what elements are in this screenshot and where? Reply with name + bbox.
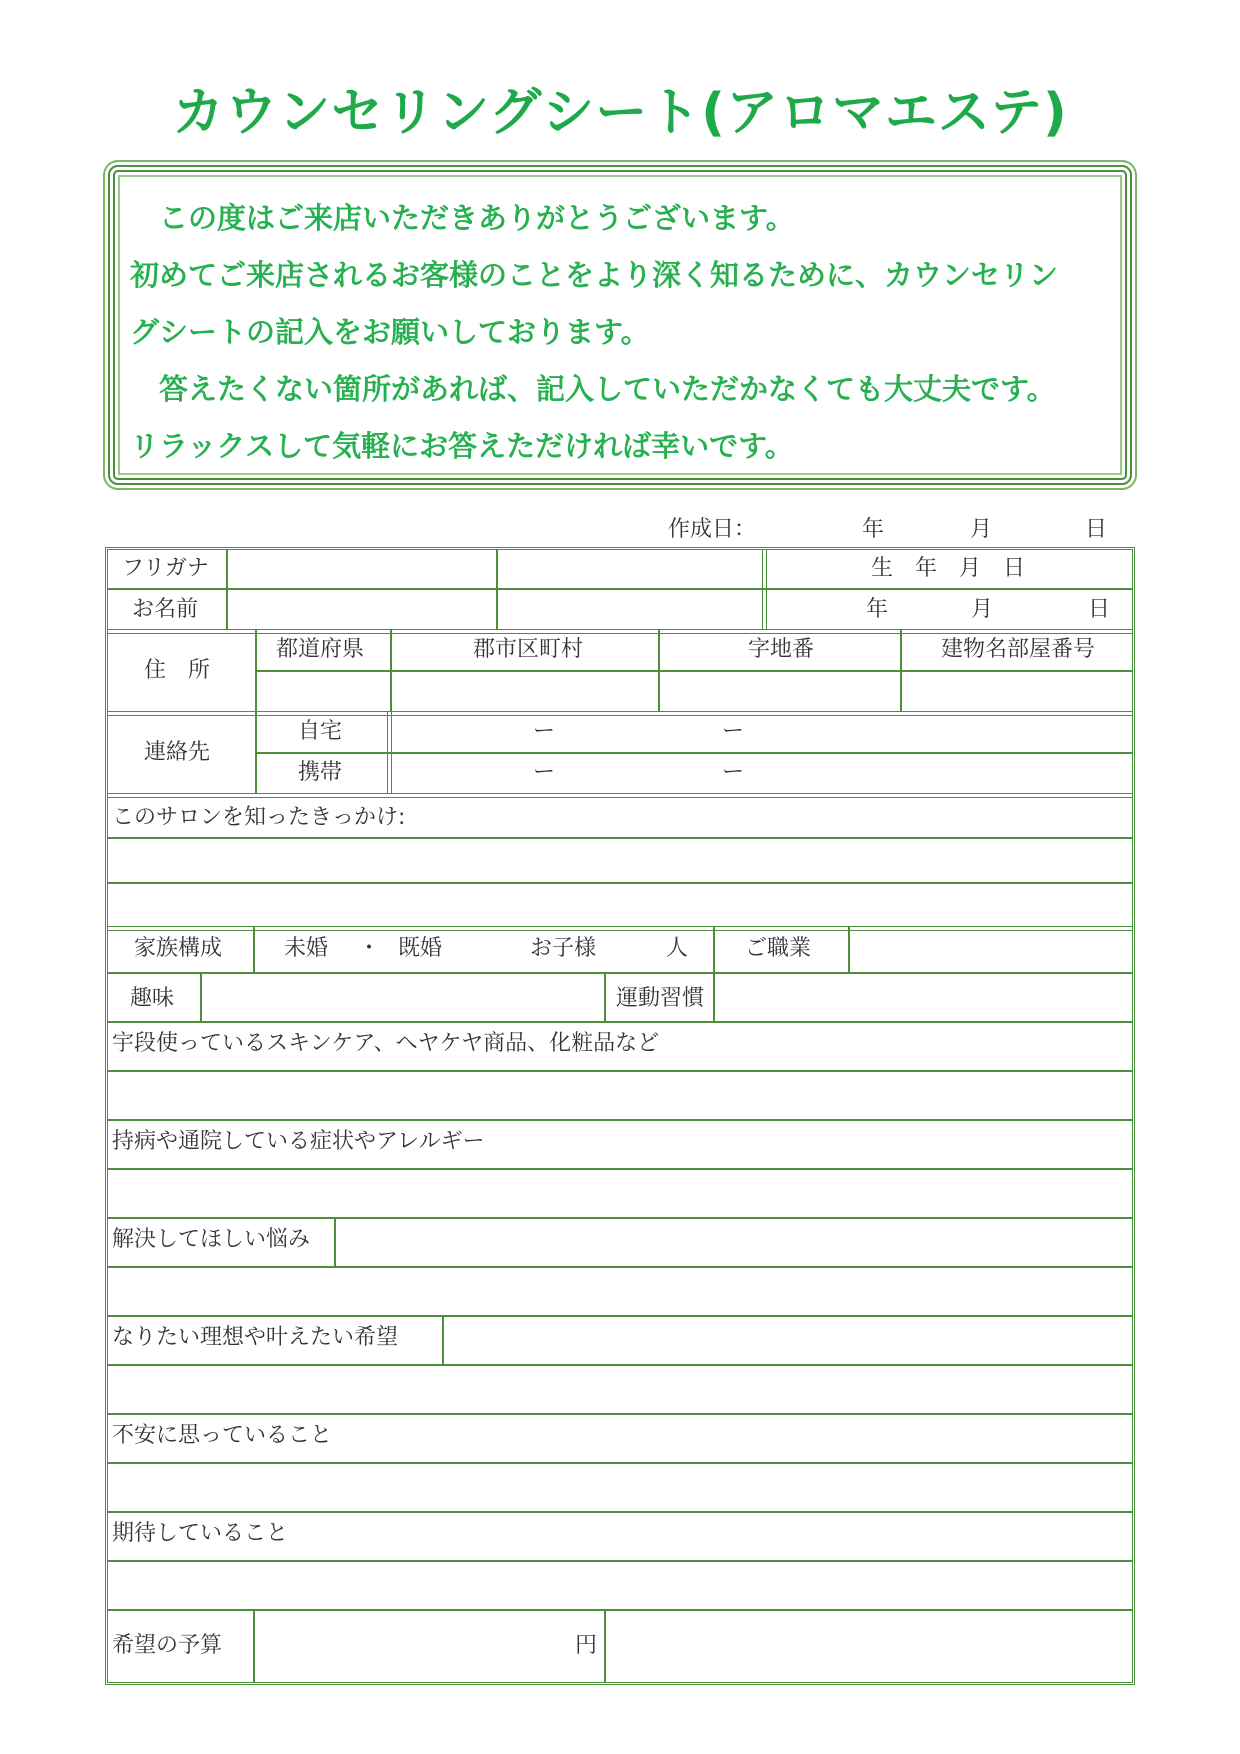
row-line bbox=[108, 1070, 1132, 1072]
expectation-label: 期待していること bbox=[112, 1521, 289, 1546]
creation-date bbox=[0, 512, 1240, 546]
birth-month: 月 bbox=[971, 597, 994, 622]
family-label: 家族構成 bbox=[134, 936, 223, 961]
intro-line: この度はご来店いただきありがとうございます。 bbox=[130, 201, 795, 235]
phone-separator: ー bbox=[722, 760, 745, 785]
birth-day: 日 bbox=[1088, 597, 1111, 622]
products-label: 宇段使っているスキンケア、へヤケヤ商品、化粧品など bbox=[112, 1031, 660, 1056]
col-line bbox=[848, 926, 850, 972]
col-line bbox=[387, 711, 392, 793]
address-label: 住 所 bbox=[144, 658, 211, 683]
phone-separator: ー bbox=[533, 719, 556, 744]
persons-unit: 人 bbox=[666, 936, 689, 961]
col-line bbox=[253, 926, 255, 972]
col-line bbox=[200, 972, 202, 1021]
row-line bbox=[108, 1560, 1132, 1562]
col-line bbox=[390, 629, 392, 711]
col-line bbox=[255, 629, 257, 793]
row-line bbox=[108, 882, 1132, 884]
exercise-label: 運動習慣 bbox=[616, 986, 705, 1011]
col-line bbox=[226, 550, 228, 629]
address-building: 建物名部屋番号 bbox=[941, 637, 1096, 662]
row-line bbox=[108, 972, 1132, 974]
intro-line: グシートの記入をお願いしております。 bbox=[130, 315, 650, 349]
creation-date-day: 日 bbox=[1085, 517, 1108, 542]
trigger-label: このサロンを知ったきっかけ: bbox=[112, 805, 406, 830]
row-line bbox=[255, 670, 1132, 672]
row-line bbox=[108, 837, 1132, 839]
intro-line: 初めてご来店されるお客様のことをより深く知るために、カウンセリン bbox=[130, 258, 1059, 292]
row-line bbox=[108, 1364, 1132, 1366]
row-line bbox=[108, 711, 1132, 716]
yen-unit: 円 bbox=[575, 1633, 598, 1658]
row-line bbox=[108, 1462, 1132, 1464]
row-line bbox=[108, 1168, 1132, 1170]
col-line bbox=[604, 972, 606, 1021]
col-line bbox=[762, 550, 767, 629]
children-label: お子様 bbox=[530, 936, 597, 961]
furigana-label: フリガナ bbox=[122, 556, 209, 581]
ideal-label: なりたい理想や叶えたい希望 bbox=[112, 1325, 399, 1350]
married-option: 既婚 bbox=[398, 936, 443, 961]
row-line bbox=[108, 1413, 1132, 1415]
col-line bbox=[253, 1609, 255, 1682]
col-line bbox=[658, 629, 660, 711]
illness-label: 持病や通院している症状やアレルギー bbox=[112, 1129, 485, 1154]
home-phone-label: 自宅 bbox=[298, 719, 343, 744]
col-line bbox=[713, 926, 715, 972]
creation-date-label: 作成日： bbox=[668, 517, 757, 542]
row-line bbox=[108, 1609, 1132, 1611]
mobile-phone-label: 携帯 bbox=[298, 760, 343, 785]
phone-separator: ー bbox=[722, 719, 745, 744]
hobby-label: 趣味 bbox=[130, 986, 175, 1011]
contact-label: 連絡先 bbox=[144, 740, 211, 765]
creation-date-year: 年 bbox=[862, 517, 885, 542]
budget-label: 希望の予算 bbox=[112, 1633, 223, 1658]
row-line bbox=[108, 1511, 1132, 1513]
col-line bbox=[496, 550, 498, 629]
page-title: カウンセリングシート(アロマエステ) bbox=[172, 83, 1068, 143]
row-line bbox=[108, 1217, 1132, 1219]
birth-date-header: 生 年 月 日 bbox=[871, 556, 1026, 581]
col-line bbox=[334, 1217, 336, 1266]
row-line bbox=[108, 1315, 1132, 1317]
birth-year: 年 bbox=[866, 597, 889, 622]
row-line bbox=[108, 1021, 1132, 1023]
concerns-label: 解決してほしい悩み bbox=[112, 1227, 311, 1252]
row-line bbox=[108, 1266, 1132, 1268]
row-line bbox=[108, 629, 1132, 634]
option-separator: ・ bbox=[358, 936, 381, 961]
col-line bbox=[900, 629, 902, 711]
address-lot: 字地番 bbox=[748, 637, 815, 662]
row-line bbox=[108, 926, 1132, 931]
counseling-form bbox=[105, 547, 1135, 1685]
occupation-label: ご職業 bbox=[745, 936, 812, 961]
row-line bbox=[108, 588, 1132, 590]
col-line bbox=[713, 972, 715, 1021]
single-option: 未婚 bbox=[284, 936, 329, 961]
phone-separator: ー bbox=[533, 760, 556, 785]
address-prefecture: 都道府県 bbox=[276, 637, 365, 662]
intro-line: リラックスして気軽にお答えただければ幸いです。 bbox=[130, 429, 794, 463]
col-line bbox=[604, 1609, 606, 1682]
row-line bbox=[108, 793, 1132, 798]
intro-text bbox=[130, 190, 1110, 475]
address-city: 郡市区町村 bbox=[473, 637, 584, 662]
intro-line: 答えたくない箇所があれば、記入していただかなくても大丈夫です。 bbox=[130, 372, 1056, 406]
anxiety-label: 不安に思っていること bbox=[112, 1423, 333, 1448]
name-label: お名前 bbox=[132, 597, 199, 622]
col-line bbox=[442, 1315, 444, 1364]
creation-date-month: 月 bbox=[970, 517, 993, 542]
row-line bbox=[108, 1119, 1132, 1121]
